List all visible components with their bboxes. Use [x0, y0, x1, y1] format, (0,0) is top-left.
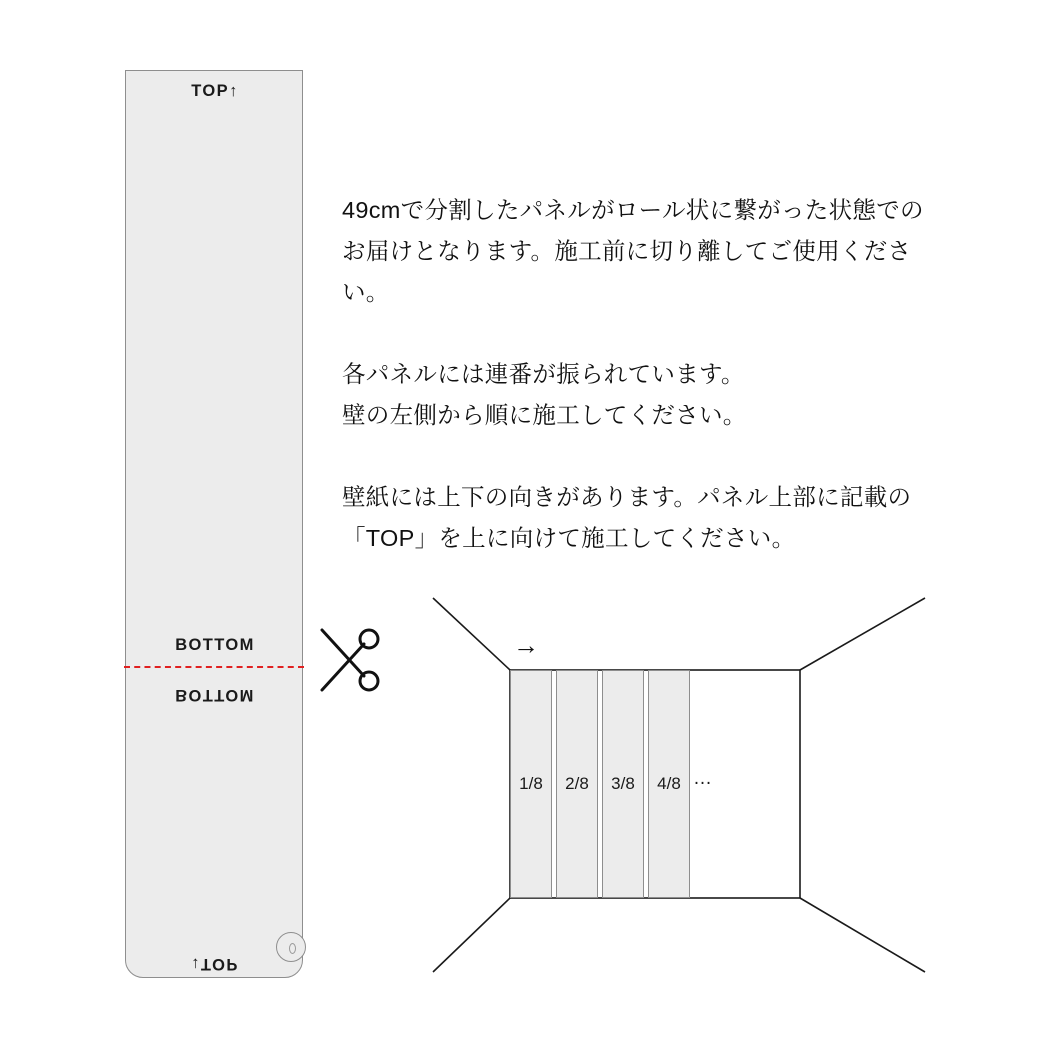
cut-line-dashed	[124, 666, 304, 668]
instruction-paragraph-2-line-1: 各パネルには連番が振られています。	[342, 361, 745, 387]
instruction-paragraph-3-line-1: 壁紙には上下の向きがあります。パネル上部に記載の	[342, 484, 912, 510]
wall-panel-3: 3/8	[602, 670, 644, 898]
instruction-paragraph-1: 49cmで分割したパネルがロール状に繋がった状態でのお届けとなります。施工前に切り離してご使用ください。	[342, 197, 924, 305]
instructions-block	[342, 190, 942, 559]
paragraph-spacer	[342, 436, 942, 477]
direction-arrow: →	[513, 630, 539, 660]
wallpaper-roll-diagram	[125, 70, 305, 980]
roll-bottom-label-mirrored: BOTTOM	[175, 686, 255, 704]
instruction-paragraph-3-line-2: 「TOP」を上に向けて施工してください。	[342, 525, 796, 551]
wall-panel-4: 4/8	[648, 670, 690, 898]
instruction-paragraph-2-line-2: 壁の左側から順に施工してください。	[342, 402, 747, 428]
roll-body	[125, 70, 303, 978]
roll-bottom-label: BOTTOM	[175, 636, 255, 654]
roll-top-label: TOP↑	[191, 82, 239, 100]
wall-panel-ellipsis: …	[693, 768, 712, 789]
roll-top-label-mirrored: ↓TOP	[191, 955, 239, 973]
roll-end-icon	[276, 932, 306, 962]
scissors-icon	[316, 626, 386, 694]
wall-panel-1: 1/8	[510, 670, 552, 898]
wall-panel-2: 2/8	[556, 670, 598, 898]
paragraph-spacer	[342, 313, 942, 354]
room-installation-diagram	[425, 590, 935, 980]
